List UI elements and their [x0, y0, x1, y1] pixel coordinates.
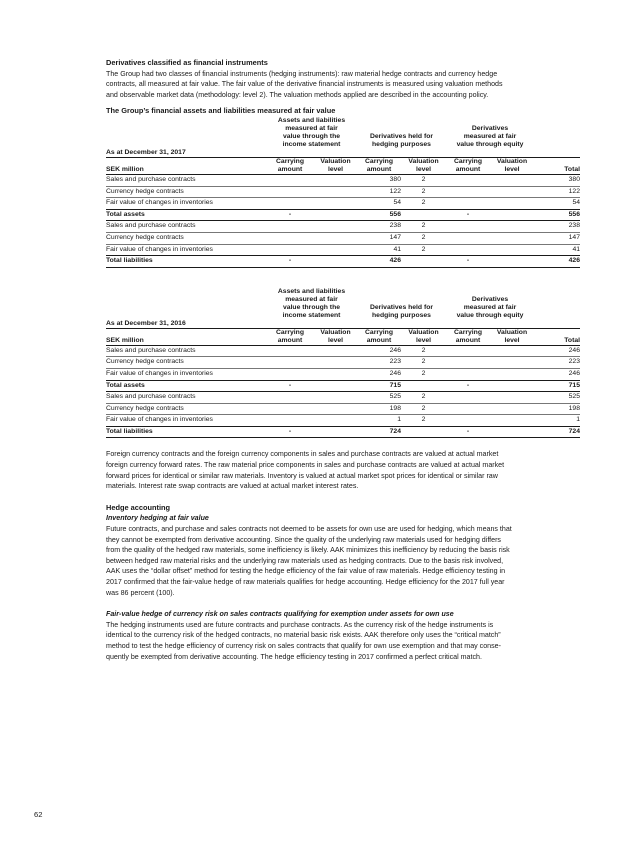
row-label: Total assets: [106, 209, 266, 221]
carrying-amount-cell: [446, 186, 490, 198]
row-header: SEK million: [106, 328, 266, 345]
carrying-amount-cell: [266, 198, 314, 210]
carrying-amount-cell: -: [446, 256, 490, 268]
currency-text-line: identical to the currency risk of the hedged contracts, no material basic risk exists. AAK therefore only uses the “critical match”: [106, 631, 501, 640]
valuation-level-cell: [314, 380, 357, 392]
col-carrying-amount: Carrying amount: [446, 157, 490, 174]
table-body-2016: [106, 345, 580, 438]
carrying-amount-cell: [266, 357, 314, 369]
row-label: Currency hedge contracts: [106, 232, 266, 244]
total-cell: 223: [534, 357, 580, 369]
row-label: Total liabilities: [106, 426, 266, 438]
valuation-level-cell: [401, 256, 446, 268]
hedge-text-line: they cannot be exempted from derivative accounting. Since the quality of the underlying raw materials used for hedging differs: [106, 535, 501, 544]
col-carrying-amount: Carrying amount: [357, 157, 401, 174]
carrying-amount-cell: 54: [357, 198, 401, 210]
carrying-amount-cell: [266, 186, 314, 198]
carrying-amount-cell: [266, 221, 314, 233]
valuation-level-cell: [490, 392, 534, 404]
hedge-text-line: 2017 confirmed that the fair-value hedge of raw materials qualifies for hedge accounting. Hedge efficiency for the 2017 full year: [106, 578, 505, 586]
table-row: [106, 403, 580, 415]
valuation-level-cell: 2: [401, 186, 446, 198]
valuation-text-line: forward prices for identical or similar raw materials. Inventory is valued at actual market spot prices for identical or similar raw: [106, 471, 498, 480]
valuation-text-line: Foreign currency contracts and the foreign currency components in sales and purchase contracts are valued at actual market: [106, 450, 499, 459]
valuation-text-line: foreign currency forward rates. The raw material price components in sales and purchase contracts are valued at actual market: [106, 461, 505, 470]
total-cell: 556: [534, 209, 580, 221]
carrying-amount-cell: 223: [357, 357, 401, 369]
table-row: [106, 198, 580, 210]
valuation-level-cell: [490, 198, 534, 210]
carrying-amount-cell: [266, 244, 314, 256]
carrying-amount-cell: -: [266, 209, 314, 221]
carrying-amount-cell: -: [446, 209, 490, 221]
row-label: Fair value of changes in inventories: [106, 244, 266, 256]
valuation-level-cell: 2: [401, 357, 446, 369]
col-total: Total: [534, 157, 580, 174]
group-header-income: Assets and liabilities measured at fair value through the income statement: [277, 116, 346, 148]
row-label: Sales and purchase contracts: [106, 392, 266, 404]
table-row: [106, 368, 580, 380]
table-row: [106, 380, 580, 392]
fair-value-table-2016: [106, 288, 580, 439]
valuation-level-cell: [314, 357, 357, 369]
group-header-equity: Derivatives measured at fair value through equity: [456, 295, 524, 319]
hedge-text-line: from the quality of the hedged raw materials, some inefficiency is likely. AAK minimizes this inefficiency by reducing the basis risk: [106, 546, 510, 555]
valuation-level-cell: [490, 426, 534, 438]
valuation-level-cell: [314, 426, 357, 438]
col-valuation-level: Valuation level: [490, 328, 534, 345]
valuation-level-cell: [314, 403, 357, 415]
carrying-amount-cell: 238: [357, 221, 401, 233]
hedge-text-line: Future contracts, and purchase and sales contracts not deemed to be assets for own use are used for hedging, which means that: [106, 525, 512, 534]
valuation-level-cell: [490, 221, 534, 233]
valuation-level-cell: [314, 209, 357, 221]
col-valuation-level: Valuation level: [401, 328, 446, 345]
table-row: [106, 392, 580, 404]
table-row: [106, 186, 580, 198]
valuation-level-cell: 2: [401, 403, 446, 415]
valuation-level-cell: [314, 256, 357, 268]
valuation-level-cell: [314, 186, 357, 198]
carrying-amount-cell: 715: [357, 380, 401, 392]
carrying-amount-cell: [446, 244, 490, 256]
row-label: Fair value of changes in inventories: [106, 415, 266, 427]
carrying-amount-cell: [446, 198, 490, 210]
valuation-level-cell: 2: [401, 392, 446, 404]
table-row: [106, 256, 580, 268]
table-row: [106, 174, 580, 186]
total-cell: 41: [534, 244, 580, 256]
valuation-level-cell: 2: [401, 232, 446, 244]
valuation-level-cell: [490, 380, 534, 392]
valuation-level-cell: 2: [401, 415, 446, 427]
carrying-amount-cell: 1: [357, 415, 401, 427]
intro-line: The Group had two classes of financial instruments (hedging instruments): raw material hedge contracts and currency hedge: [106, 69, 498, 78]
hedge-text-line: AAK uses the “dollar offset” method for testing the hedge efficiency of the fair value of raw materials. Hedge efficiency testing in: [106, 567, 506, 576]
page-number: 62: [34, 810, 43, 819]
group-header-hedging: Derivatives held for hedging purposes: [369, 303, 434, 319]
valuation-level-cell: 2: [401, 198, 446, 210]
col-valuation-level: Valuation level: [490, 157, 534, 174]
valuation-level-cell: [314, 392, 357, 404]
valuation-level-cell: [490, 232, 534, 244]
hedge-text-line: between hedged raw material risks and the underlying raw materials used as hedging contracts. Due to the basis risk involved,: [106, 556, 504, 565]
carrying-amount-cell: [446, 174, 490, 186]
currency-text-line: method to test the hedge efficiency of currency risk on sales contracts that qualify for own use exemption and that may conse-: [106, 641, 501, 650]
carrying-amount-cell: [446, 368, 490, 380]
total-cell: 426: [534, 256, 580, 268]
total-cell: 238: [534, 221, 580, 233]
total-cell: 724: [534, 426, 580, 438]
col-valuation-level: Valuation level: [314, 328, 357, 345]
carrying-amount-cell: 380: [357, 174, 401, 186]
valuation-level-cell: 2: [401, 174, 446, 186]
fair-value-table-2017: [106, 117, 580, 268]
carrying-amount-cell: [446, 357, 490, 369]
table-row: [106, 426, 580, 438]
valuation-level-cell: [490, 415, 534, 427]
col-carrying-amount: Carrying amount: [446, 328, 490, 345]
col-valuation-level: Valuation level: [314, 157, 357, 174]
group-header-equity: Derivatives measured at fair value through equity: [456, 124, 524, 148]
carrying-amount-cell: 246: [357, 345, 401, 357]
row-label: Sales and purchase contracts: [106, 174, 266, 186]
hedge-accounting-heading: Hedge accounting: [106, 502, 171, 512]
inventory-hedging-subheading: Inventory hedging at fair value: [106, 514, 209, 523]
currency-hedge-subheading: Fair-value hedge of currency risk on sales contracts qualifying for exemption under assets for own use: [106, 610, 454, 619]
total-cell: 1: [534, 415, 580, 427]
intro-line: contracts, all measured at fair value. The fair value of the derivative financial instruments is measured using valuation methods: [106, 80, 503, 89]
total-cell: 122: [534, 186, 580, 198]
carrying-amount-cell: [266, 232, 314, 244]
carrying-amount-cell: [266, 415, 314, 427]
col-carrying-amount: Carrying amount: [266, 328, 314, 345]
carrying-amount-cell: [266, 403, 314, 415]
table-row: [106, 209, 580, 221]
intro-line: and observable market data (methodology: level 2). The valuation methods applied are described in the accounting policy.: [106, 90, 489, 99]
section-title: The Group’s financial assets and liabilities measured at fair value: [106, 106, 336, 116]
valuation-level-cell: 2: [401, 368, 446, 380]
table-row: [106, 345, 580, 357]
valuation-level-cell: 2: [401, 244, 446, 256]
table-row: [106, 221, 580, 233]
valuation-level-cell: [314, 368, 357, 380]
valuation-level-cell: [490, 368, 534, 380]
valuation-level-cell: [490, 357, 534, 369]
carrying-amount-cell: [446, 221, 490, 233]
carrying-amount-cell: [266, 345, 314, 357]
carrying-amount-cell: [266, 392, 314, 404]
group-header-hedging: Derivatives held for hedging purposes: [369, 132, 434, 148]
valuation-level-cell: [314, 198, 357, 210]
valuation-level-cell: [490, 345, 534, 357]
carrying-amount-cell: [266, 174, 314, 186]
carrying-amount-cell: 426: [357, 256, 401, 268]
carrying-amount-cell: [266, 368, 314, 380]
carrying-amount-cell: [446, 392, 490, 404]
valuation-level-cell: 2: [401, 221, 446, 233]
row-label: Fair value of changes in inventories: [106, 198, 266, 210]
group-header-income: Assets and liabilities measured at fair value through the income statement: [277, 287, 346, 319]
valuation-level-cell: [490, 174, 534, 186]
total-cell: 198: [534, 403, 580, 415]
valuation-level-cell: [314, 415, 357, 427]
period-label: As at December 31, 2017: [106, 149, 266, 158]
valuation-level-cell: 2: [401, 345, 446, 357]
total-cell: 715: [534, 380, 580, 392]
total-cell: 380: [534, 174, 580, 186]
valuation-level-cell: [314, 232, 357, 244]
total-cell: 54: [534, 198, 580, 210]
col-carrying-amount: Carrying amount: [266, 157, 314, 174]
table-row: [106, 357, 580, 369]
page-content: [106, 58, 580, 662]
hedge-text-line: was 86 percent (100).: [106, 588, 175, 597]
row-label: Total assets: [106, 380, 266, 392]
valuation-level-cell: [490, 209, 534, 221]
row-label: Currency hedge contracts: [106, 357, 266, 369]
carrying-amount-cell: [446, 403, 490, 415]
valuation-level-cell: [490, 403, 534, 415]
row-label: Currency hedge contracts: [106, 403, 266, 415]
derivatives-heading: Derivatives classified as financial instruments: [106, 58, 268, 67]
carrying-amount-cell: 198: [357, 403, 401, 415]
row-label: Sales and purchase contracts: [106, 345, 266, 357]
col-valuation-level: Valuation level: [401, 157, 446, 174]
valuation-level-cell: [401, 380, 446, 392]
table-row: [106, 244, 580, 256]
carrying-amount-cell: 122: [357, 186, 401, 198]
col-total: Total: [534, 328, 580, 345]
row-label: Sales and purchase contracts: [106, 221, 266, 233]
valuation-level-cell: [401, 209, 446, 221]
valuation-level-cell: [314, 174, 357, 186]
table-row: [106, 232, 580, 244]
valuation-level-cell: [490, 186, 534, 198]
row-label: Fair value of changes in inventories: [106, 368, 266, 380]
valuation-level-cell: [314, 221, 357, 233]
carrying-amount-cell: -: [446, 426, 490, 438]
total-cell: 147: [534, 232, 580, 244]
table-body-2017: [106, 174, 580, 267]
total-cell: 246: [534, 368, 580, 380]
carrying-amount-cell: 724: [357, 426, 401, 438]
carrying-amount-cell: [446, 415, 490, 427]
period-label: As at December 31, 2016: [106, 320, 266, 329]
total-cell: 525: [534, 392, 580, 404]
valuation-level-cell: [490, 244, 534, 256]
carrying-amount-cell: 525: [357, 392, 401, 404]
row-label: Currency hedge contracts: [106, 186, 266, 198]
carrying-amount-cell: 147: [357, 232, 401, 244]
valuation-level-cell: [314, 244, 357, 256]
carrying-amount-cell: -: [266, 256, 314, 268]
valuation-level-cell: [401, 426, 446, 438]
row-label: Total liabilities: [106, 256, 266, 268]
col-carrying-amount: Carrying amount: [357, 328, 401, 345]
carrying-amount-cell: 246: [357, 368, 401, 380]
valuation-level-cell: [490, 256, 534, 268]
carrying-amount-cell: -: [446, 380, 490, 392]
currency-text-line: The hedging instruments used are future contracts and purchase contracts. As the currency risk of the hedge instruments is: [106, 620, 494, 629]
carrying-amount-cell: -: [266, 380, 314, 392]
row-header: SEK million: [106, 157, 266, 174]
carrying-amount-cell: -: [266, 426, 314, 438]
table-row: [106, 415, 580, 427]
currency-text-line: quently be exempted from derivative accounting. The hedge efficiency testing in 2017 confirmed a perfect critical match.: [106, 652, 482, 661]
valuation-level-cell: [314, 345, 357, 357]
valuation-text-line: materials. Interest rate swap contracts are valued at actual market interest rates.: [106, 482, 359, 491]
carrying-amount-cell: [446, 232, 490, 244]
carrying-amount-cell: [446, 345, 490, 357]
total-cell: 246: [534, 345, 580, 357]
carrying-amount-cell: 41: [357, 244, 401, 256]
carrying-amount-cell: 556: [357, 209, 401, 221]
